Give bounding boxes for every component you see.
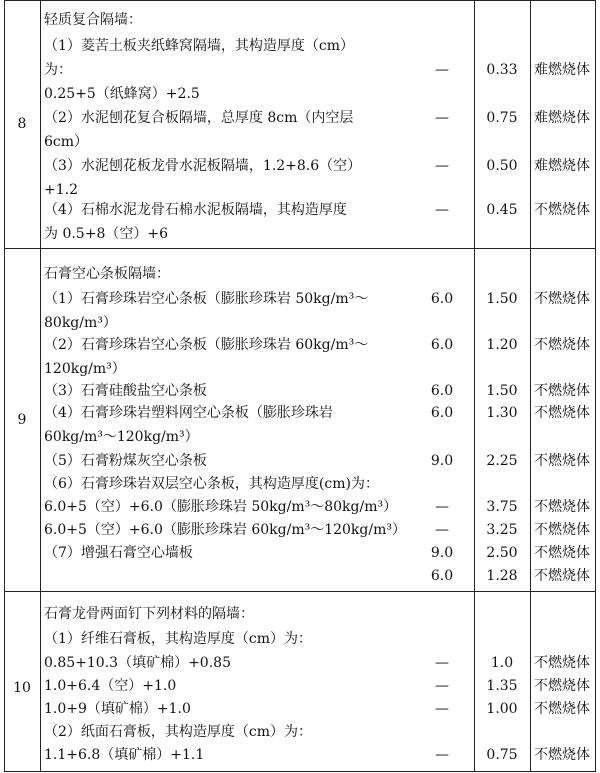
section-number: 9 xyxy=(17,412,27,428)
section-divider xyxy=(4,591,596,592)
row-text: （3）水泥刨花板龙骨水泥板隔墙，1.2+8.6（空） xyxy=(44,158,362,174)
row-text: （1）石膏珍珠岩空心条板（膨胀珍珠岩 50kg/m³～ xyxy=(44,291,369,307)
fire-limit-cell: 1.30 xyxy=(486,405,518,421)
section-heading: 轻质复合隔墙： xyxy=(44,12,142,28)
fire-limit-cell: 2.50 xyxy=(486,545,518,561)
fire-rating-table xyxy=(4,0,596,772)
row-text: 60kg/m³～120kg/m³） xyxy=(44,429,199,445)
row-text: +1.2 xyxy=(44,182,78,198)
row-text: （3）石膏硅酸盐空心条板 xyxy=(44,383,207,399)
section-divider xyxy=(4,248,596,249)
table-border-bottom xyxy=(4,771,596,772)
row-text: （2）石膏珍珠岩空心条板（膨胀珍珠岩 60kg/m³～ xyxy=(44,337,369,353)
fire-limit-cell: 0.75 xyxy=(486,747,518,763)
thickness-cell: 6.0 xyxy=(430,405,454,421)
row-text: 80kg/m³） xyxy=(44,315,117,331)
combustibility-cell: 难燃烧体 xyxy=(534,110,590,126)
combustibility-cell: 不燃烧体 xyxy=(534,522,590,538)
thickness-cell: — xyxy=(435,202,449,218)
combustibility-cell: 不燃烧体 xyxy=(534,337,590,353)
combustibility-cell: 不燃烧体 xyxy=(534,405,590,421)
thickness-cell: — xyxy=(435,499,449,515)
fire-limit-cell: 1.35 xyxy=(486,678,518,694)
combustibility-cell: 不燃烧体 xyxy=(534,383,590,399)
row-text: （1）纤维石膏板，其构造厚度（cm）为： xyxy=(44,631,313,647)
row-text: （4）石膏珍珠岩塑料网空心条板（膨胀珍珠岩 xyxy=(44,405,333,421)
thickness-cell: — xyxy=(435,678,449,694)
row-text: 1.0+9（填矿棉）+1.0 xyxy=(44,701,191,717)
fire-limit-cell: 1.20 xyxy=(486,337,518,353)
combustibility-cell: 不燃烧体 xyxy=(534,678,590,694)
thickness-cell: — xyxy=(435,110,449,126)
combustibility-cell: 不燃烧体 xyxy=(534,545,590,561)
section-heading: 石膏龙骨两面钉下列材料的隔墙： xyxy=(44,606,254,622)
table-border-top xyxy=(4,0,596,1)
section-heading: 石膏空心条板隔墙： xyxy=(44,266,170,282)
row-text: 为 0.5+8（空）+6 xyxy=(44,226,168,242)
row-text: （4）石棉水泥龙骨石棉水泥板隔墙，其构造厚度 xyxy=(44,202,347,218)
fire-limit-cell: 1.0 xyxy=(490,655,514,671)
thickness-cell: 6.0 xyxy=(430,568,454,584)
thickness-cell: — xyxy=(435,522,449,538)
thickness-cell: 6.0 xyxy=(430,383,454,399)
thickness-cell: — xyxy=(435,655,449,671)
thickness-cell: 9.0 xyxy=(430,545,454,561)
combustibility-cell: 不燃烧体 xyxy=(534,701,590,717)
row-text: （2）纸面石膏板，其构造厚度（cm）为： xyxy=(44,724,313,740)
fire-limit-cell: 2.25 xyxy=(486,453,518,469)
thickness-cell: 9.0 xyxy=(430,453,454,469)
section-number: 10 xyxy=(13,680,31,696)
fire-limit-cell: 1.28 xyxy=(486,568,518,584)
row-text: （2）水泥刨花复合板隔墙，总厚度 8cm（内空层 xyxy=(44,110,354,126)
fire-limit-cell: 0.33 xyxy=(486,62,518,78)
fire-limit-cell: 3.75 xyxy=(486,499,518,515)
combustibility-cell: 难燃烧体 xyxy=(534,158,590,174)
combustibility-cell: 不燃烧体 xyxy=(534,568,590,584)
row-text: 0.25+5（纸蜂窝）+2.5 xyxy=(44,86,200,102)
row-text: 6.0+5（空）+6.0（膨胀珍珠岩 50kg/m³～80kg/m³） xyxy=(44,499,398,515)
row-text: （1）菱苦土板夹纸蜂窝隔墙，其构造厚度（cm） xyxy=(44,38,355,54)
combustibility-cell: 不燃烧体 xyxy=(534,499,590,515)
combustibility-cell: 不燃烧体 xyxy=(534,291,590,307)
row-text: 120kg/m³） xyxy=(44,361,126,377)
fire-limit-cell: 1.50 xyxy=(486,291,518,307)
fire-limit-cell: 3.25 xyxy=(486,522,518,538)
combustibility-cell: 不燃烧体 xyxy=(534,747,590,763)
fire-limit-cell: 1.50 xyxy=(486,383,518,399)
row-text: （5）石膏粉煤灰空心条板 xyxy=(44,453,207,469)
thickness-cell: 6.0 xyxy=(430,337,454,353)
fire-limit-cell: 1.00 xyxy=(486,701,518,717)
row-text: 6cm） xyxy=(44,134,89,150)
fire-limit-cell: 0.50 xyxy=(486,158,518,174)
combustibility-cell: 难燃烧体 xyxy=(534,62,590,78)
row-text: 6.0+5（空）+6.0（膨胀珍珠岩 60kg/m³～120kg/m³） xyxy=(44,522,406,538)
combustibility-cell: 不燃烧体 xyxy=(534,655,590,671)
row-text: 0.85+10.3（填矿棉）+0.85 xyxy=(44,655,231,671)
thickness-cell: — xyxy=(435,747,449,763)
column-divider xyxy=(474,0,475,772)
row-text: 1.0+6.4（空）+1.0 xyxy=(44,678,177,694)
row-text: （6）石膏珍珠岩双层空心条板，其构造厚度(cm)为： xyxy=(44,476,379,492)
combustibility-cell: 不燃烧体 xyxy=(534,202,590,218)
row-text: （7）增强石膏空心墙板 xyxy=(44,545,193,561)
fire-limit-cell: 0.75 xyxy=(486,110,518,126)
thickness-cell: 6.0 xyxy=(430,291,454,307)
fire-limit-cell: 0.45 xyxy=(486,202,518,218)
thickness-cell: — xyxy=(435,701,449,717)
thickness-cell: — xyxy=(435,62,449,78)
combustibility-cell: 不燃烧体 xyxy=(534,453,590,469)
row-text: 1.1+6.8（填矿棉）+1.1 xyxy=(44,747,205,763)
column-divider xyxy=(40,0,41,772)
section-number: 8 xyxy=(17,116,27,132)
row-text: 为： xyxy=(44,62,72,78)
thickness-cell: — xyxy=(435,158,449,174)
